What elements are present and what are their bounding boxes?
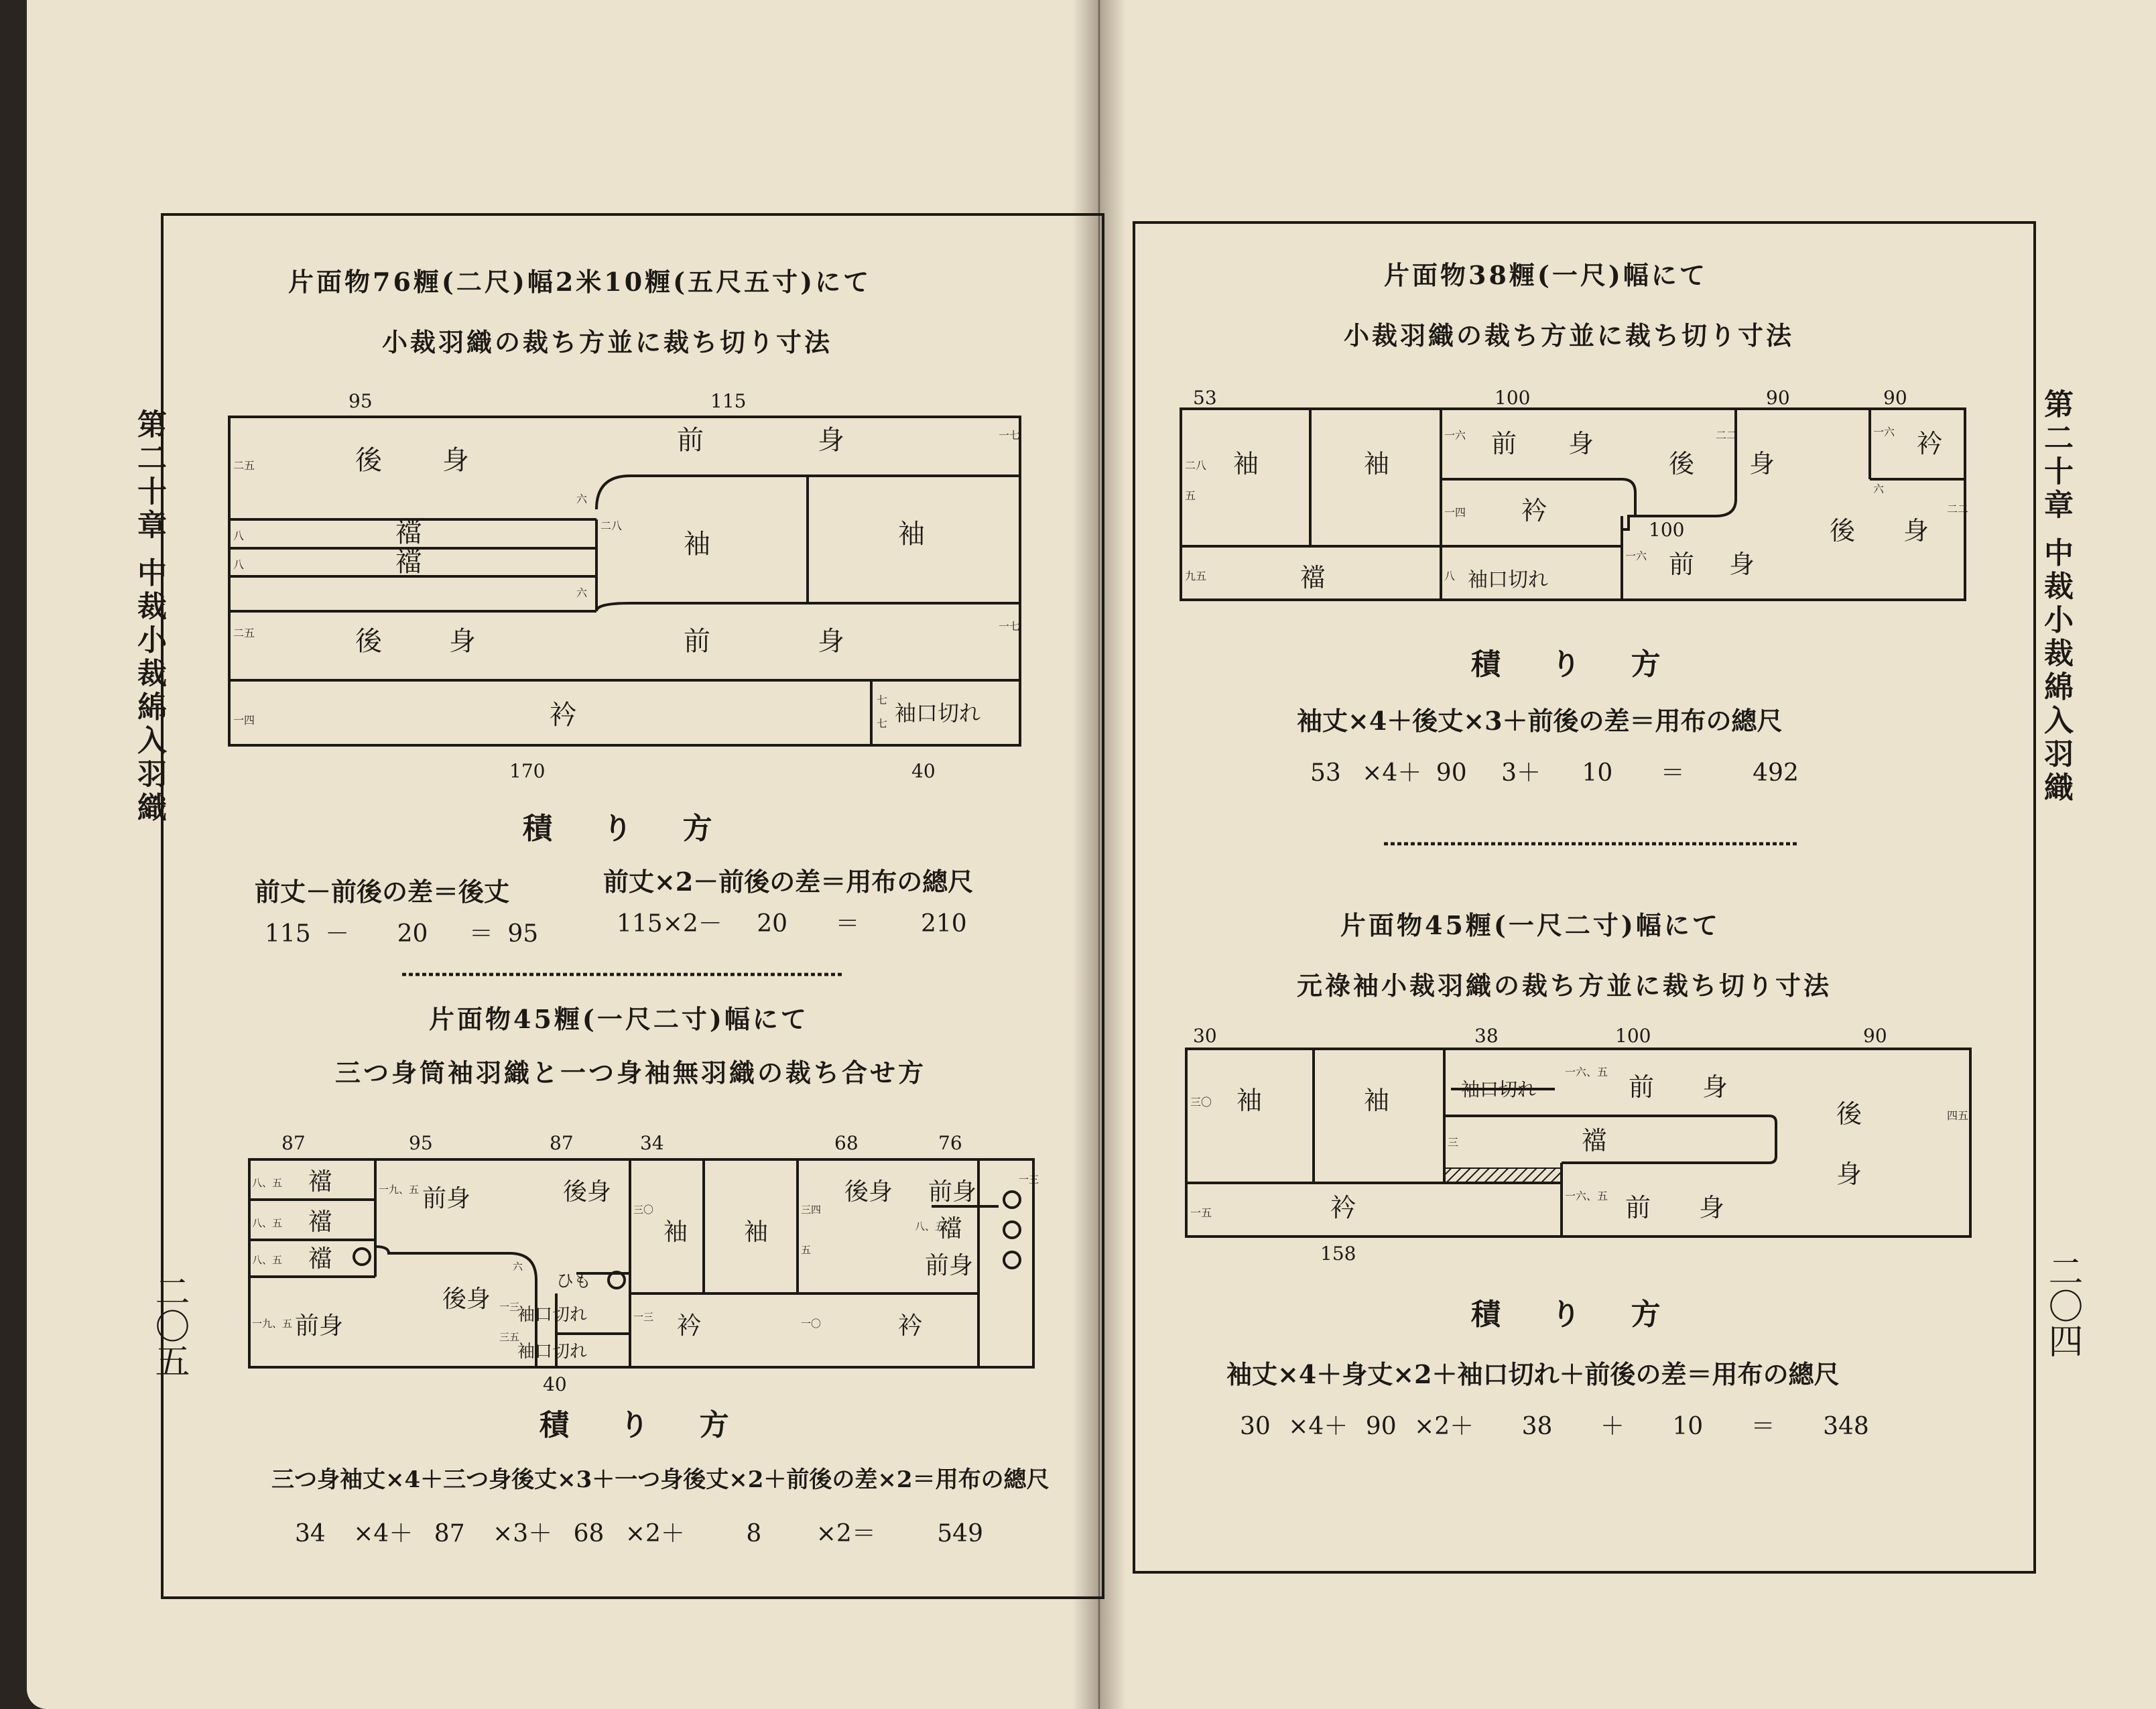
small-mark: 二五 <box>233 627 255 639</box>
small-mark: 一五 <box>1190 1206 1212 1219</box>
cut-label: 身 <box>818 626 844 657</box>
small-mark: 八、五 <box>915 1220 946 1232</box>
cut-label: 袖口切れ <box>1461 1078 1537 1100</box>
cut-label: 後身 <box>442 1285 491 1313</box>
right-s1-subtitle: 小裁羽織の裁ち方並に裁ち切り寸法 <box>1344 320 1795 351</box>
small-mark: 一七 <box>999 620 1021 633</box>
left-running-head: 第二十章 中裁小裁綿入羽織 <box>132 409 166 826</box>
cut-label: 後 <box>1669 449 1695 479</box>
cut-label: 袖 <box>898 519 925 550</box>
small-mark: 一〇 <box>801 1318 822 1330</box>
small-mark: 六 <box>513 1261 523 1273</box>
cut-label: 前身 <box>422 1185 471 1212</box>
cut-label: 袖 <box>744 1218 769 1246</box>
right-page-number: 二〇四 <box>2042 1253 2082 1358</box>
dim-label: 40 <box>543 1373 567 1394</box>
right-s1-formula: 袖丈×4＋後丈×3＋前後の差＝用布の總尺 <box>1297 706 1783 736</box>
small-mark: 五 <box>1185 489 1196 502</box>
dim-label: 100 <box>1649 519 1685 541</box>
dim-label: 40 <box>911 760 936 782</box>
cut-label: 袖口切れ <box>895 700 981 726</box>
cut-label: 襠 <box>308 1245 333 1273</box>
dim-label: 90 <box>1766 387 1790 409</box>
small-mark: 一七 <box>999 429 1021 442</box>
cut-label: 衿 <box>550 700 576 731</box>
cut-label: 衿 <box>1521 496 1547 525</box>
cut-label: 身 <box>818 425 844 456</box>
cut-label: 後 <box>1836 1099 1862 1129</box>
small-mark: 二二 <box>1716 429 1738 442</box>
small-mark: 八、五 <box>252 1217 283 1229</box>
small-mark: 一六 <box>1873 426 1895 438</box>
small-mark: 二五 <box>233 459 255 472</box>
left-s1-title: 片面物76糎(二尺)幅2米10糎(五尺五寸)にて <box>288 267 872 297</box>
right-s2-heading: 積 り 方 <box>1471 1297 1681 1332</box>
dim-label: 87 <box>550 1132 574 1154</box>
left-s2-subtitle: 三つ身筒袖羽織と一つ身袖無羽織の裁ち合せ方 <box>335 1058 927 1088</box>
left-s1-formula1: 前丈－前後の差＝後丈 <box>255 877 510 907</box>
dim-label: 76 <box>938 1132 962 1154</box>
left-s1-values1: 115 － 20 ＝ 95 <box>265 920 539 948</box>
cut-label: 身 <box>442 445 469 476</box>
small-mark: 一六 <box>1625 550 1647 562</box>
dim-label: 30 <box>1193 1025 1217 1047</box>
cut-label: 襠 <box>938 1215 963 1243</box>
small-mark: 三〇 <box>633 1204 654 1216</box>
cut-label: 衿 <box>677 1312 702 1340</box>
dim-label: 100 <box>1495 387 1531 409</box>
small-mark: 六 <box>576 586 588 599</box>
cut-label: 後身 <box>563 1178 612 1206</box>
small-mark: 六 <box>1873 483 1885 495</box>
left-s2-heading: 積 り 方 <box>540 1408 749 1442</box>
cut-label: 後 <box>355 445 382 476</box>
small-mark: 一六、五 <box>1565 1190 1608 1202</box>
small-mark: 三 <box>1448 1136 1459 1149</box>
small-mark: 二八 <box>1185 459 1207 472</box>
dim-label: 38 <box>1474 1025 1499 1047</box>
cut-label: 後 <box>355 626 382 657</box>
dim-label: 53 <box>1193 387 1217 409</box>
cut-label: 衿 <box>898 1312 923 1340</box>
small-mark: 一六、五 <box>1565 1066 1608 1078</box>
left-s1-subtitle: 小裁羽織の裁ち方並に裁ち切り寸法 <box>382 327 833 357</box>
cut-label: 袖口切れ <box>517 1305 588 1325</box>
cut-label: 襠 <box>395 517 422 548</box>
small-mark: 三五 <box>499 1331 520 1343</box>
dim-label: 170 <box>509 760 546 782</box>
cut-label: 袖 <box>1364 1086 1390 1115</box>
small-mark: 八 <box>1444 570 1456 582</box>
right-s1-heading: 積 り 方 <box>1471 647 1681 682</box>
cut-label: 襠 <box>1300 563 1326 592</box>
small-mark: 一六 <box>1444 429 1466 442</box>
cut-label: 身 <box>1699 1193 1725 1222</box>
cut-label: 前 <box>684 626 710 657</box>
right-s2-title: 片面物45糎(一尺二寸)幅にて <box>1340 910 1720 940</box>
left-s1-heading: 積 り 方 <box>523 812 733 846</box>
left-s1-formula2: 前丈×2－前後の差＝用布の總尺 <box>603 867 974 897</box>
diagram-outline <box>229 417 1020 745</box>
small-mark: 一九、五 <box>379 1184 420 1196</box>
cut-label: 袖 <box>684 529 710 560</box>
small-mark: 六 <box>576 493 588 505</box>
right-running-head: 第二十章 中裁小裁綿入羽織 <box>2039 389 2073 806</box>
right-s2-subtitle: 元祿袖小裁羽織の裁ち方並に裁ち切り寸法 <box>1297 970 1832 1001</box>
dim-label: 95 <box>409 1132 433 1154</box>
cut-label: 前 <box>1629 1072 1655 1102</box>
cut-label: 後身 <box>844 1178 893 1206</box>
dim-label: 90 <box>1863 1025 1887 1047</box>
right-s1-cutting-diagram <box>1173 385 1977 607</box>
small-mark: 七 <box>877 717 888 730</box>
cut-label: 身 <box>1729 550 1755 579</box>
small-mark: 四五 <box>1947 1109 1969 1122</box>
small-mark: 八 <box>233 558 245 571</box>
cut-label: 前 <box>1669 550 1695 579</box>
left-s2-values: 34 ×4＋ 87 ×3＋ 68 ×2＋ 8 ×2＝ 549 <box>295 1520 983 1547</box>
cut-label: 衿 <box>1917 429 1943 458</box>
cut-label: 前身 <box>295 1312 344 1340</box>
small-mark: 八 <box>233 529 245 542</box>
right-s2-formula: 袖丈×4＋身丈×2＋袖口切れ＋前後の差＝用布の總尺 <box>1226 1359 1840 1389</box>
cut-label: 前 <box>1491 429 1517 458</box>
cut-label: 後 <box>1830 516 1856 546</box>
small-mark: 八、五 <box>252 1254 283 1266</box>
dim-label: 95 <box>348 390 373 412</box>
left-s2-cutting-diagram <box>241 1126 1045 1394</box>
dim-label: 100 <box>1615 1025 1651 1047</box>
cut-label: 袖 <box>1233 449 1259 479</box>
small-mark: 七 <box>877 694 888 706</box>
cut-label: 身 <box>1749 449 1775 479</box>
small-mark: 五 <box>801 1244 812 1256</box>
cut-label: 袖口切れ <box>517 1342 588 1362</box>
cut-label: 前身 <box>925 1252 974 1279</box>
left-s1-cutting-diagram <box>201 375 1045 791</box>
small-mark: 三〇 <box>1190 1096 1212 1109</box>
dim-label: 87 <box>281 1132 306 1154</box>
small-mark: 一九、五 <box>252 1318 293 1330</box>
cut-label: 襠 <box>1582 1126 1608 1155</box>
cut-label: 袖口切れ <box>1468 568 1548 592</box>
small-mark: 一三 <box>633 1311 654 1323</box>
small-mark: 九五 <box>1185 570 1207 582</box>
right-s1-title: 片面物38糎(一尺)幅にて <box>1384 260 1708 290</box>
cut-label: ひも <box>556 1271 592 1291</box>
small-mark: 三四 <box>801 1204 822 1216</box>
dim-label: 158 <box>1320 1243 1356 1263</box>
right-s1-values: 53 ×4＋ 90 3＋ 10 ＝ 492 <box>1310 759 1799 787</box>
cut-label: 身 <box>449 626 476 657</box>
cut-label: 襠 <box>395 547 422 578</box>
dim-label: 115 <box>710 390 747 412</box>
small-mark: 二二 <box>1947 503 1969 515</box>
small-mark: 二八 <box>600 519 623 532</box>
cut-label: 身 <box>1702 1072 1728 1102</box>
cut-label: 前 <box>1625 1193 1651 1222</box>
dim-label: 34 <box>640 1132 664 1154</box>
cut-label: 前身 <box>928 1178 977 1206</box>
cut-label: 身 <box>1568 429 1594 458</box>
left-s2-formula: 三つ身袖丈×4＋三つ身後丈×3＋一つ身後丈×2＋前後の差×2＝用布の總尺 <box>271 1466 1050 1493</box>
cut-label: 身 <box>1903 516 1929 546</box>
cut-label: 襠 <box>308 1208 333 1236</box>
left-s1-values2: 115×2－ 20 ＝ 210 <box>617 910 967 938</box>
cut-label: 前 <box>677 425 704 456</box>
cut-label: 袖 <box>1236 1086 1263 1115</box>
cut-label: 衿 <box>1330 1193 1356 1222</box>
dim-label: 68 <box>834 1132 859 1154</box>
right-s2-values: 30 ×4＋ 90 ×2＋ 38 ＋ 10 ＝ 348 <box>1240 1413 1869 1440</box>
small-mark: 八、五 <box>252 1177 283 1189</box>
small-mark: 一四 <box>233 714 255 726</box>
left-s2-title: 片面物45糎(一尺二寸)幅にて <box>429 1004 809 1034</box>
left-page-number: 二〇五 <box>149 1273 189 1378</box>
right-s2-cutting-diagram <box>1180 1022 1984 1263</box>
small-mark: 一三 <box>499 1301 520 1313</box>
cut-label: 袖 <box>663 1218 688 1246</box>
cut-label: 襠 <box>308 1168 333 1196</box>
cut-label: 身 <box>1836 1159 1862 1189</box>
dim-label: 90 <box>1883 387 1907 409</box>
cut-label: 袖 <box>1364 449 1390 479</box>
small-mark: 一三 <box>1019 1174 1039 1186</box>
small-mark: 一四 <box>1444 506 1466 519</box>
